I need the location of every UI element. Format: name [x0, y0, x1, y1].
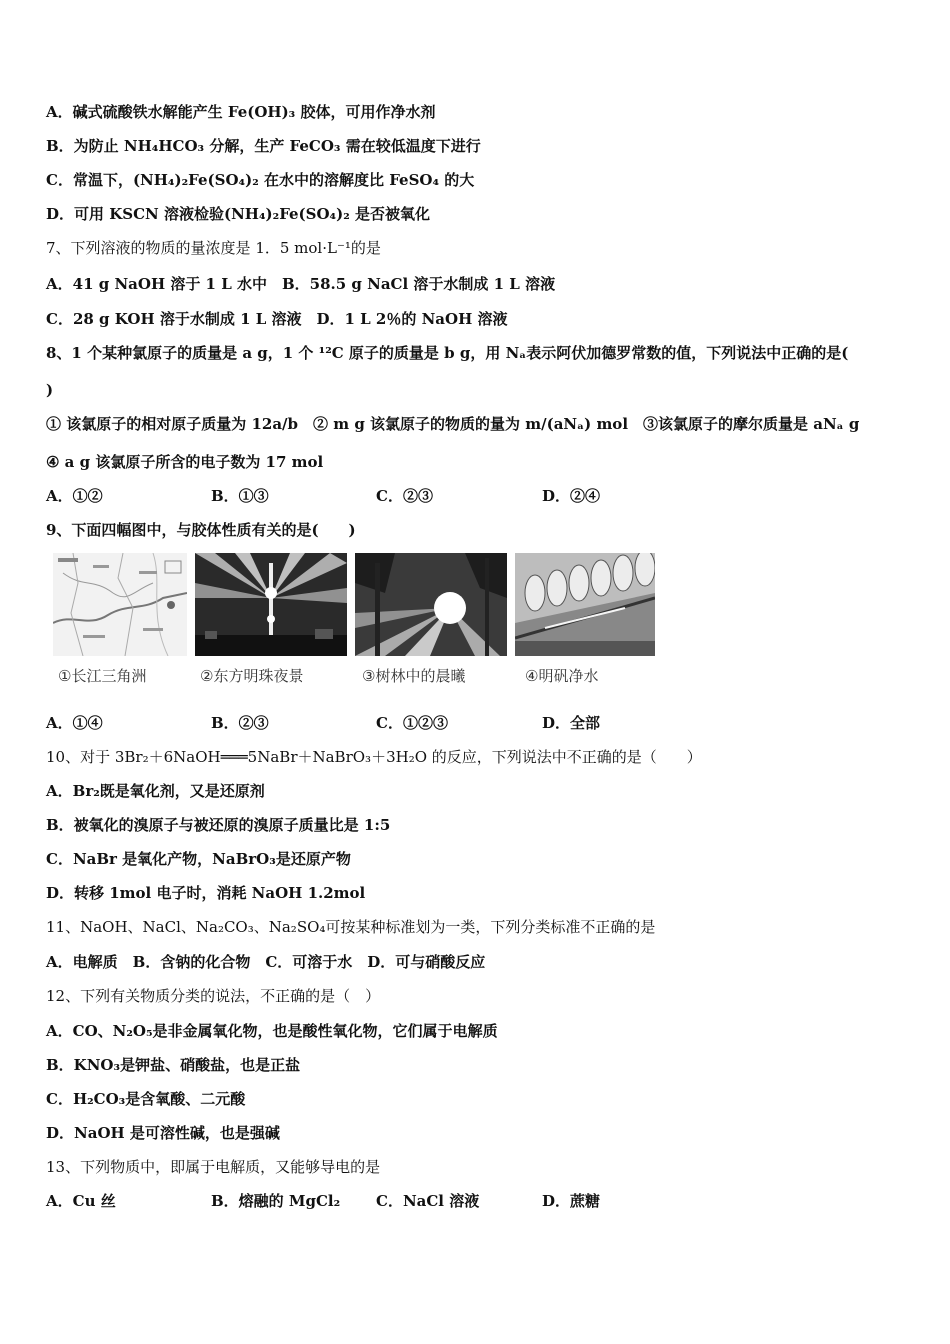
q6-option-d: D．可用 KSCN 溶液检验(NH₄)₂Fe(SO₄)₂ 是否被氧化: [46, 205, 431, 223]
q7-stem: 7、下列溶液的物质的量浓度是 1．5 mol·L⁻¹的是: [46, 239, 381, 257]
q12-option-a: A．CO、N₂O₅是非金属氧化物，也是酸性氧化物，它们属于电解质: [46, 1022, 498, 1040]
alum-water-purification-image: [515, 553, 655, 656]
figure-caption-4: ④明矾净水: [525, 667, 599, 685]
q6-option-c: C．常温下，(NH₄)₂Fe(SO₄)₂ 在水中的溶解度比 FeSO₄ 的大: [46, 171, 475, 189]
q9-option-b: B．②③: [211, 714, 269, 732]
forest-morning-light-image: [355, 553, 507, 656]
q6-option-a: A．碱式硫酸铁水解能产生 Fe(OH)₃ 胶体，可用作净水剂: [46, 103, 436, 121]
q9-stem: 9、下面四幅图中，与胶体性质有关的是( ): [46, 521, 356, 539]
q9-option-d: D．全部: [542, 714, 601, 732]
q8-option-c: C．②③: [376, 487, 433, 505]
q7-options-ab: A．41 g NaOH 溶于 1 L 水中 B．58.5 g NaCl 溶于水制成 1 L 溶液: [46, 275, 556, 293]
q10-option-a: A．Br₂既是氧化剂，又是还原剂: [46, 782, 265, 800]
q8-option-d: D．②④: [542, 487, 601, 505]
figure-caption-1: ①长江三角洲: [58, 667, 147, 685]
q13-option-d: D．蔗糖: [542, 1192, 601, 1210]
q8-stem: 8、1 个某种氯原子的质量是 a g，1 个 ¹²C 原子的质量是 b g，用 Nₐ表示阿伏加德罗常数的值，下列说法中正确的是(: [46, 344, 849, 362]
figure-caption-3: ③树林中的晨曦: [362, 667, 466, 685]
q13-option-c: C．NaCl 溶液: [376, 1192, 480, 1210]
q13-option-b: B．熔融的 MgCl₂: [211, 1192, 341, 1210]
q13-stem: 13、下列物质中，即属于电解质，又能够导电的是: [46, 1158, 381, 1176]
q8-statements-1: ① 该氯原子的相对原子质量为 12a/b ② m g 该氯原子的物质的量为 m/(aNₐ) mol ③该氯原子的摩尔质量是 aNₐ g: [46, 415, 860, 433]
oriental-pearl-night-image: [195, 553, 347, 656]
q8-statements-2: ④ a g 该氯原子所含的电子数为 17 mol: [46, 453, 324, 471]
q11-stem: 11、NaOH、NaCl、Na₂CO₃、Na₂SO₄可按某种标准划为一类，下列分类标准不正确的是: [46, 918, 656, 936]
q12-option-c: C．H₂CO₃是含氧酸、二元酸: [46, 1090, 246, 1108]
q8-stem-end: ): [46, 381, 54, 399]
yangtze-delta-map-image: [53, 553, 187, 656]
q10-option-d: D．转移 1mol 电子时，消耗 NaOH 1.2mol: [46, 884, 366, 902]
q10-option-b: B．被氧化的溴原子与被还原的溴原子质量比是 1:5: [46, 816, 391, 834]
q8-option-b: B．①③: [211, 487, 269, 505]
q9-option-a: A．①④: [46, 714, 103, 732]
figure-caption-2: ②东方明珠夜景: [200, 667, 304, 685]
q12-stem: 12、下列有关物质分类的说法，不正确的是（ ）: [46, 987, 381, 1005]
q9-options: [46, 713, 906, 733]
q13-option-a: A．Cu 丝: [46, 1192, 116, 1210]
q9-option-c: C．①②③: [376, 714, 448, 732]
q8-option-a: A．①②: [46, 487, 103, 505]
q10-stem: 10、对于 3Br₂＋6NaOH═══5NaBr＋NaBrO₃＋3H₂O 的反应，下列说法中不正确的是（ ）: [46, 748, 702, 766]
q6-option-b: B．为防止 NH₄HCO₃ 分解，生产 FeCO₃ 需在较低温度下进行: [46, 137, 481, 155]
q12-option-b: B．KNO₃是钾盐、硝酸盐，也是正盐: [46, 1056, 301, 1074]
q13-options: [46, 1191, 906, 1211]
q11-options: A．电解质 B．含钠的化合物 C．可溶于水 D．可与硝酸反应: [46, 953, 486, 971]
q10-option-c: C．NaBr 是氧化产物，NaBrO₃是还原产物: [46, 850, 351, 868]
q9-figure-row: [50, 553, 660, 693]
q12-option-d: D．NaOH 是可溶性碱，也是强碱: [46, 1124, 280, 1142]
q7-options-cd: C．28 g KOH 溶于水制成 1 L 溶液 D．1 L 2％的 NaOH 溶液: [46, 310, 508, 328]
q8-options: [46, 486, 906, 506]
